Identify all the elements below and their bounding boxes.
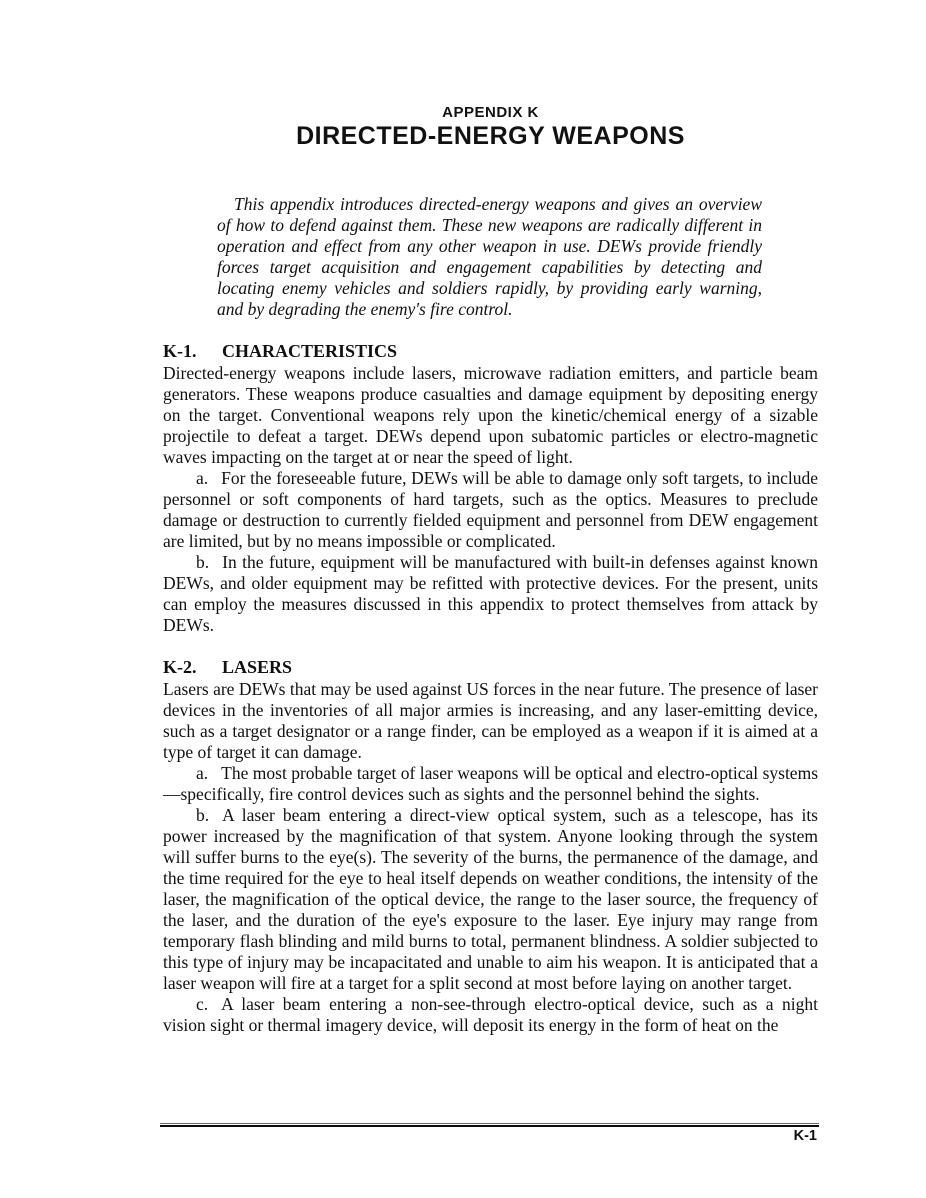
page-content [163, 104, 818, 1036]
section-title: LASERS [222, 657, 293, 677]
page-footer [160, 1123, 819, 1145]
paragraph-text: In the future, equipment will be manufactured with built-in defenses against known DEWs, and older equipment may be refitted with protective devices. For the present, units can employ the measures discussed in this appendix to protect themselves from attack by DEWs. [163, 552, 818, 635]
body-paragraph [163, 763, 818, 805]
body-paragraph [163, 805, 818, 994]
section-heading [163, 656, 818, 678]
body-paragraph [163, 468, 818, 552]
section-lasers [163, 656, 818, 1036]
body-paragraph [163, 994, 818, 1036]
paragraph-label: a. [196, 763, 209, 783]
paragraph-text: The most probable target of laser weapons will be optical and electro-optical systems—specifically, fire control devices such as sights and the personnel behind the sights. [163, 763, 818, 804]
intro-paragraph: This appendix introduces directed-energy weapons and gives an overview of how to defend against them. These new weapons are radically different in operation and effect from any other weapon in use. DEWs provide friendly forces target acquisition and engagement capabilities by detecting and locating enemy vehicles and soldiers rapidly, by providing early warning, and by degrading the enemy's fire control. [217, 194, 762, 319]
paragraph-label: a. [196, 468, 209, 488]
page-title: DIRECTED-ENERGY WEAPONS [296, 122, 685, 150]
paragraph-label: c. [196, 994, 209, 1014]
section-number: K-2. [163, 657, 197, 677]
paragraph-label: b. [196, 805, 210, 825]
section-characteristics [163, 340, 818, 636]
section-title: CHARACTERISTICS [222, 341, 398, 361]
body-paragraph [163, 552, 818, 636]
body-paragraph: Lasers are DEWs that may be used against US forces in the near future. The presence of laser devices in the inventories of all major armies is increasing, and any laser-emitting device, such as a target designator or a range finder, can be employed as a weapon if it is aimed at a type of target it can damage. [163, 679, 818, 762]
page-number: K-1 [793, 1128, 817, 1144]
section-heading [163, 340, 818, 362]
footer-rule [160, 1123, 819, 1127]
paragraph-text: A laser beam entering a non-see-through electro-optical device, such as a night vision sight or thermal imagery device, will deposit its energy in the form of heat on the [163, 994, 818, 1035]
section-number: K-1. [163, 341, 197, 361]
paragraph-label: b. [196, 552, 210, 572]
body-paragraph: Directed-energy weapons include lasers, microwave radiation emitters, and particle beam generators. These weapons produce casualties and damage equipment by depositing energy on the target. Conventional weapons rely upon the kinetic/chemical energy of a sizable projectile to defeat a target. DEWs depend upon subatomic particles or electro-magnetic waves impacting on the target at or near the speed of light. [163, 363, 818, 467]
title-block [163, 104, 818, 150]
paragraph-text: For the foreseeable future, DEWs will be able to damage only soft targets, to include personnel or soft components of hard targets, such as the optics. Measures to preclude damage or destruction to currently fielded equipment and personnel from DEW engagement are limited, but by no means impossible or complicated. [163, 468, 818, 551]
appendix-label: APPENDIX K [442, 104, 539, 121]
footer-rule-thick-line [160, 1125, 819, 1127]
paragraph-text: A laser beam entering a direct-view optical system, such as a telescope, has its power increased by the magnification of that system. Anyone looking through the system will suffer burns to the eye(s). The severity of the burns, the permanence of the damage, and the time required for the eye to heal itself depends on weather conditions, the intensity of the laser, the magnification of the optical device, the range to the laser source, the frequency of the laser, and the duration of the eye's exposure to the laser. Eye injury may range from temporary flash blinding and mild burns to total, permanent blindness. A soldier subjected to this type of injury may be incapacitated and unable to aim his weapon. It is anticipated that a laser weapon will fire at a target for a split second at most before laying on another target. [163, 805, 818, 993]
